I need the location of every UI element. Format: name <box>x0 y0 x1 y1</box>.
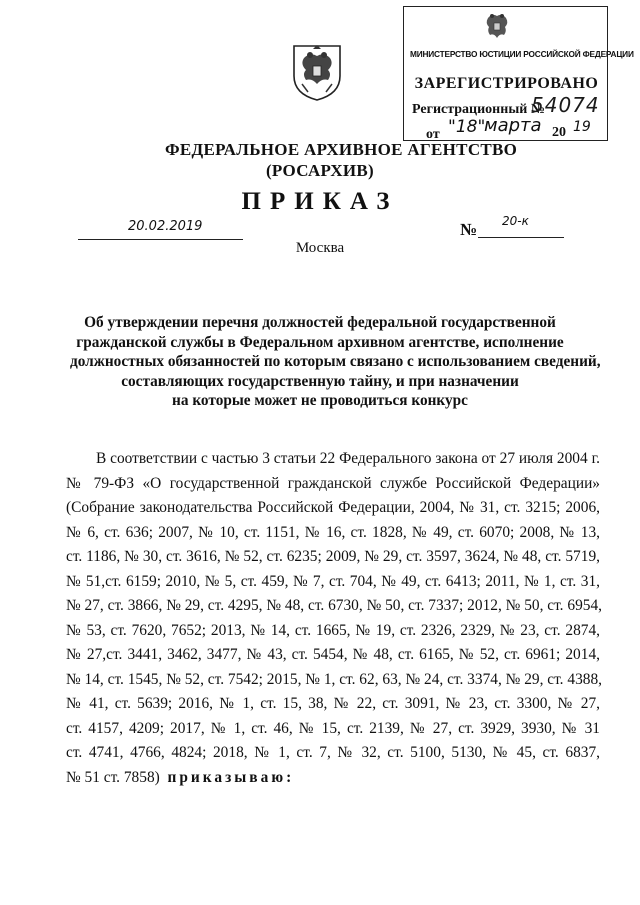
body-line: (Собрание законодательства Российской Федерации, 2004, № 31, ст. 3215; 2006, <box>66 499 600 516</box>
city: Москва <box>295 240 345 256</box>
order-number: 20-к <box>502 214 529 228</box>
body-line: В соответствии с частью 3 статьи 22 Федерального закона от 27 июля 2004 г. <box>96 450 600 467</box>
subject-line: составляющих государственную тайну, и при назначении <box>121 372 519 390</box>
agency-abbreviation: (РОСАРХИВ) <box>265 161 375 180</box>
stamp-date-day: "18" <box>448 117 486 137</box>
stamp-emblem-icon <box>482 10 512 44</box>
stamp-reg-number-label: Регистрационный № <box>412 102 545 117</box>
body-line: ст. 1186, № 30, ст. 3616, № 52, ст. 6235; 2009, № 29, ст. 3597, 3624, № 48, ст. 5719, <box>66 548 600 565</box>
subject-line: должностных обязанностей по которым связано с использованием сведений, <box>70 353 601 370</box>
body-line: № 6, ст. 636; 2007, № 10, ст. 1151, № 16, ст. 1828, № 49, ст. 6070; 2008, № 13, <box>66 523 600 541</box>
body-line: № 53, ст. 7620, 7652; 2013, № 14, ст. 1665, № 19, ст. 2326, 2329, № 23, ст. 2874, <box>66 621 600 639</box>
body-line: ст. 4741, 4766, 4824; 2018, № 1, ст. 7, № 32, ст. 5100, 5130, № 45, ст. 6837, <box>66 744 600 761</box>
order-number-label: № <box>460 220 478 239</box>
subject-line: на которые может не проводиться конкурс <box>172 392 468 409</box>
stamp-date-year-suffix: 19 <box>573 119 591 135</box>
subject-line: гражданской службы в Федеральном архивном агентстве, исполнение <box>76 333 564 351</box>
stamp-ministry-name: МИНИСТЕРСТВО ЮСТИЦИИ РОССИЙСКОЙ ФЕДЕРАЦИИ <box>410 49 634 59</box>
body-line: ст. 4157, 4209; 2017, № 1, ст. 46, № 15, ст. 2139, № 27, ст. 3929, 3930, № 31 <box>66 719 600 737</box>
stamp-date-year-prefix: 20 <box>552 125 566 140</box>
stamp-date-prefix: от <box>426 127 440 142</box>
body-line: № 27, ст. 3866, № 29, ст. 4295, № 48, ст. 6730, № 50, ст. 7337; 2012, № 50, ст. 6954, <box>66 597 603 614</box>
stamp-registered-title: ЗАРЕГИСТРИРОВАНО <box>414 75 599 92</box>
body-last-line <box>66 766 600 791</box>
stamp-reg-number-value: 54074 <box>531 93 600 117</box>
order-date: 20.02.2019 <box>128 219 203 234</box>
coat-of-arms-icon <box>290 40 344 102</box>
body-line: № 14, ст. 1545, № 52, ст. 7542; 2015, № 1, ст. 62, 63, № 24, ст. 3374, № 29, ст. 4388, <box>66 670 603 688</box>
body-last-line-text: № 51 ст. 7858) <box>66 768 160 786</box>
body-line: № 27,ст. 3441, 3462, 3477, № 43, ст. 5454, № 48, ст. 6165, № 52, ст. 6961; 2014, <box>66 646 600 663</box>
number-underline <box>478 235 564 238</box>
stamp-date-month: марта <box>484 115 542 136</box>
body-line: № 51,ст. 6159; 2010, № 5, ст. 459, № 7, ст. 704, № 49, ст. 6413; 2011, № 1, ст. 31, <box>66 572 600 590</box>
order-word: приказываю: <box>167 768 295 786</box>
body-line: № 41, ст. 5639; 2016, № 1, ст. 15, 38, № 22, ст. 3091, № 23, ст. 3300, № 27, <box>66 695 600 712</box>
body-line: № 79-ФЗ «О государственной гражданской службе Российской Федерации» <box>66 474 600 492</box>
subject-line: Об утверждении перечня должностей федеральной государственной <box>84 314 556 331</box>
order-subject <box>70 313 601 411</box>
order-body <box>66 447 603 790</box>
registration-stamp <box>403 6 634 142</box>
document-type-title: ПРИКАЗ <box>241 188 399 215</box>
agency-name: ФЕДЕРАЛЬНОЕ АРХИВНОЕ АГЕНТСТВО <box>165 140 518 159</box>
